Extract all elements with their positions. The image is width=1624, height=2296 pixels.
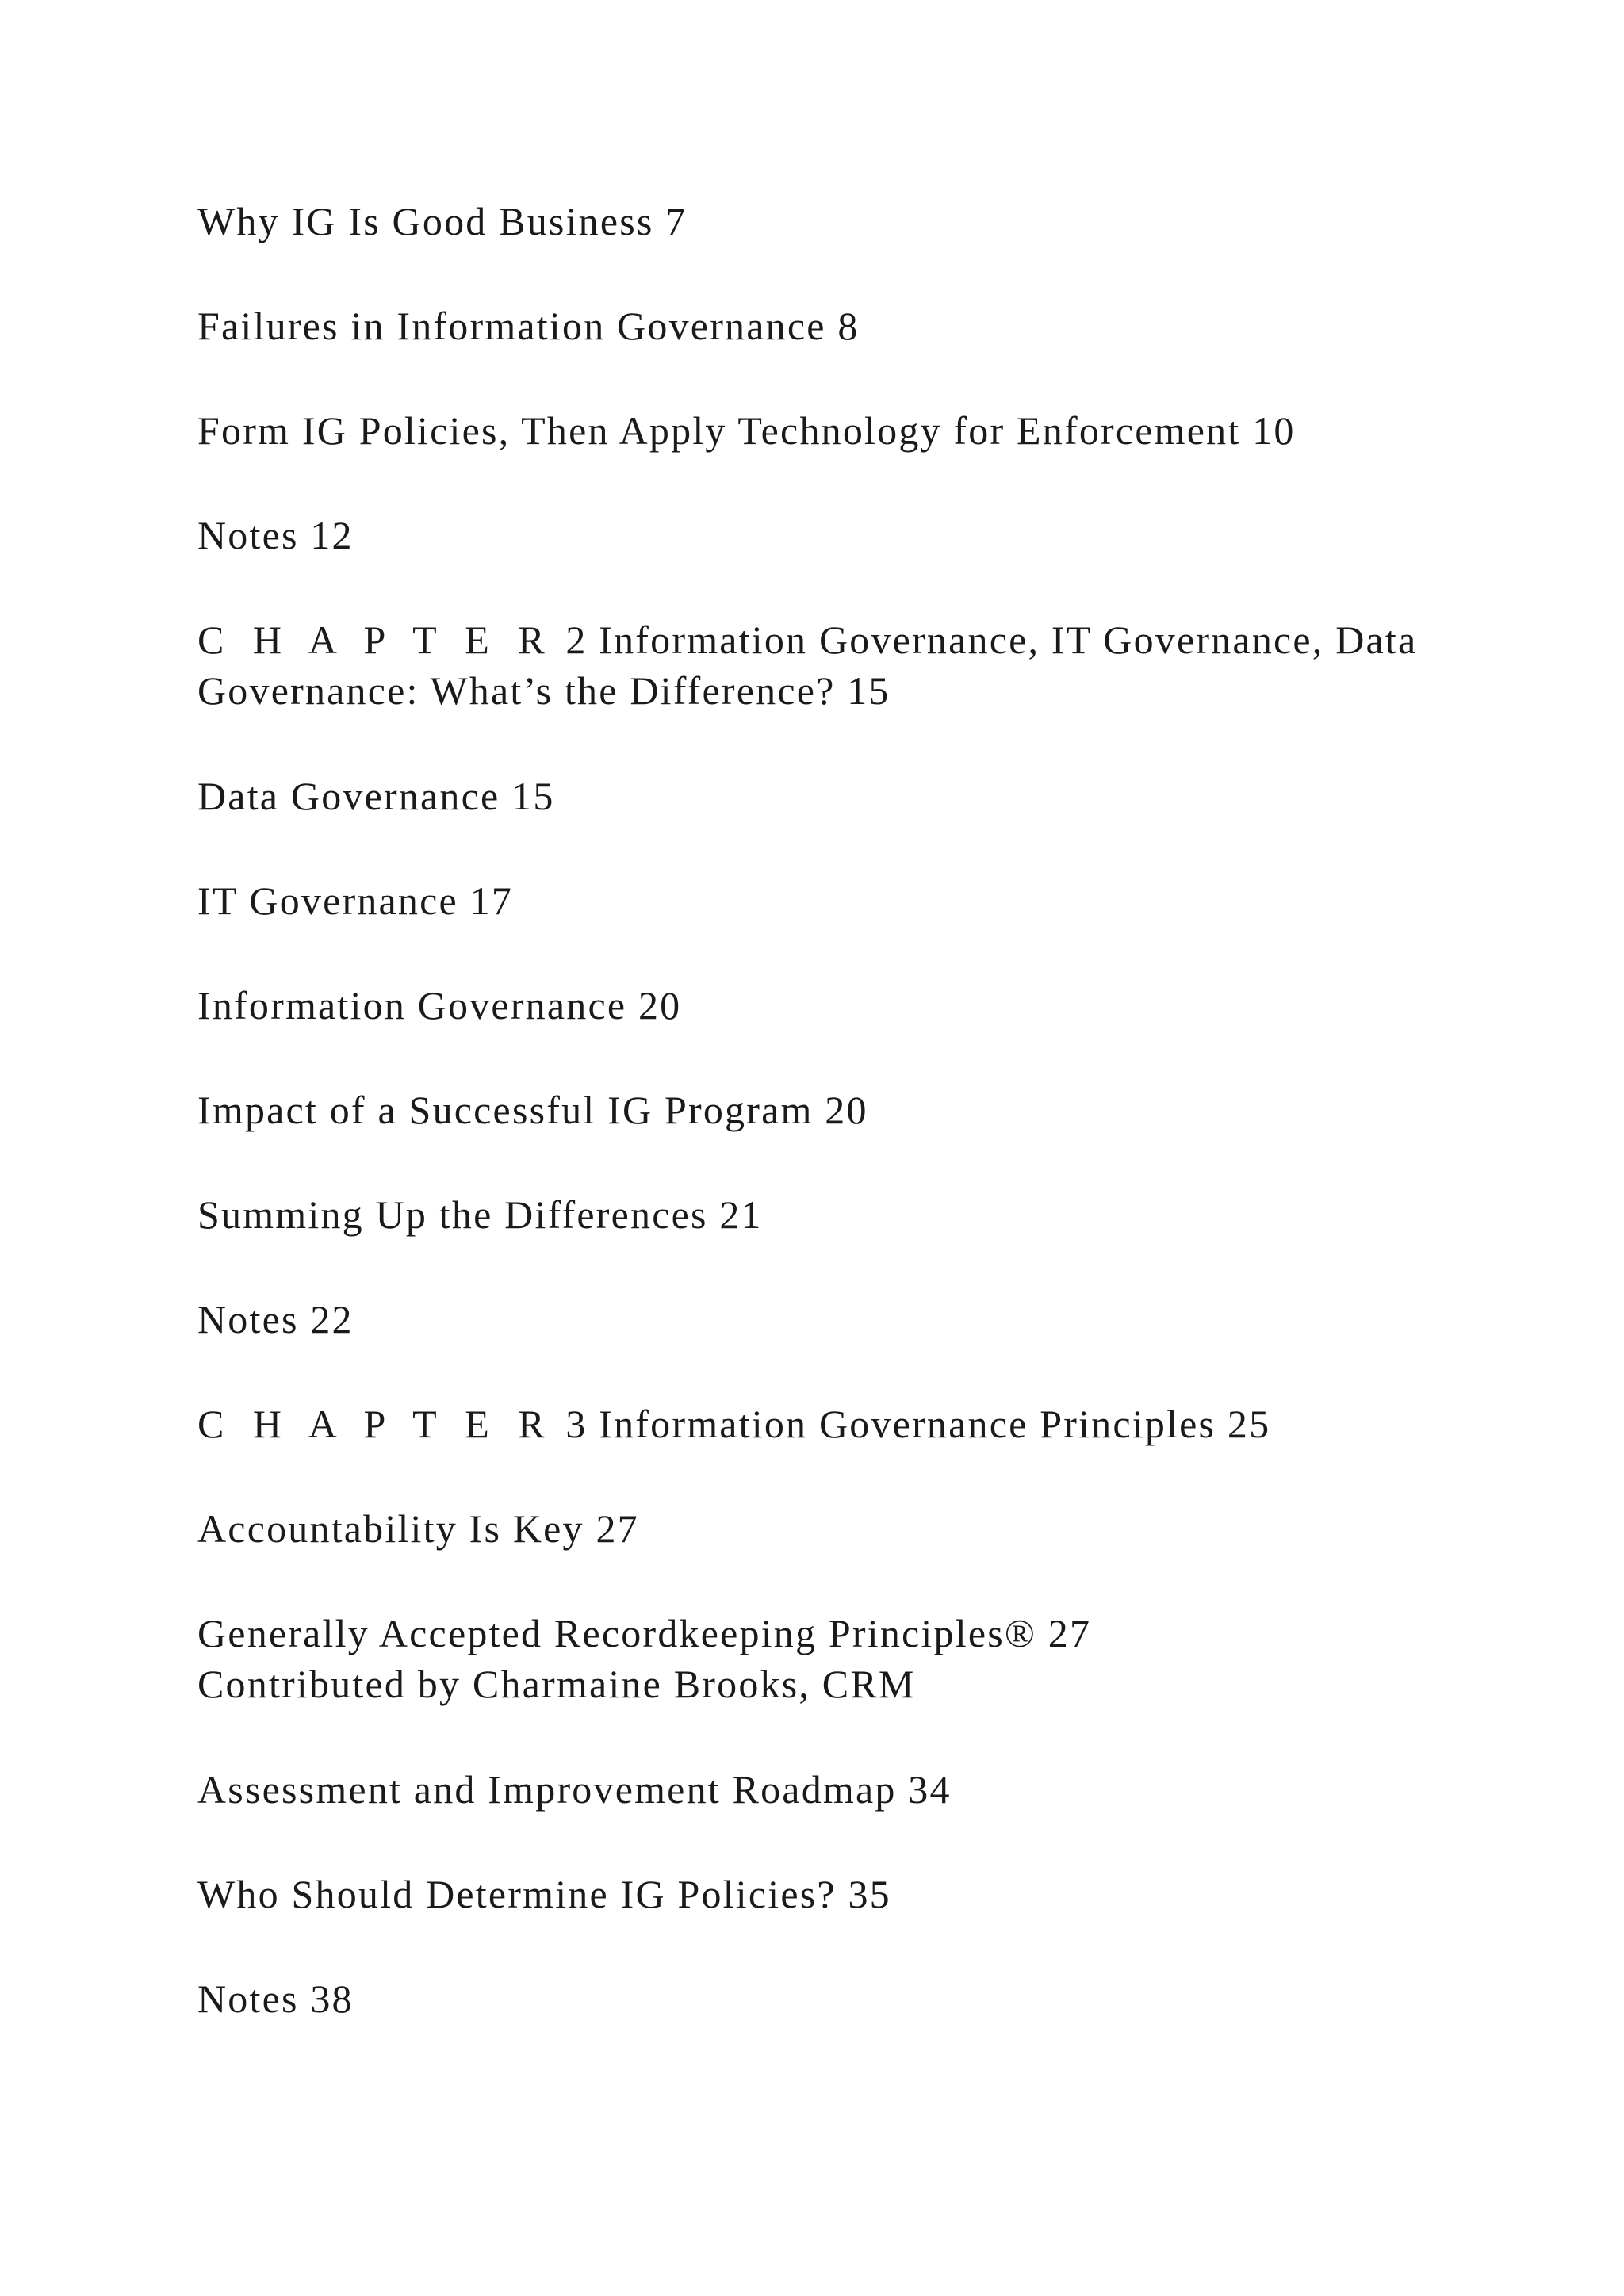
- toc-entry-text: Accountability Is Key 27: [197, 1506, 639, 1551]
- toc-chapter-2-heading: [197, 614, 1530, 716]
- toc-entry-assessment-roadmap: [197, 1764, 1530, 1815]
- toc-entry-text: Summing Up the Differences 21: [197, 1192, 763, 1237]
- toc-entry-text: Form IG Policies, Then Apply Technology for Enforcement 10: [197, 408, 1296, 453]
- toc-entry-text: Notes 22: [197, 1297, 354, 1341]
- chapter-word: C H A P T E R: [197, 618, 554, 662]
- toc-entry-text: Data Governance 15: [197, 774, 555, 818]
- chapter-word: C H A P T E R: [197, 1402, 554, 1446]
- toc-entry-contributor: Contributed by Charmaine Brooks, CRM: [197, 1662, 916, 1706]
- toc-entry-data-governance: [197, 771, 1530, 821]
- toc-entry-text: Assessment and Improvement Roadmap 34: [197, 1767, 952, 1812]
- toc-entry-text: Generally Accepted Recordkeeping Principles® 27: [197, 1611, 1092, 1655]
- toc-entry-line-1: [197, 614, 1530, 665]
- toc-entry-text: Information Governance 20: [197, 983, 682, 1027]
- toc-chapter-3-heading: [197, 1399, 1530, 1449]
- toc-entry-line-1: [197, 1399, 1530, 1449]
- toc-entry-text: Notes 12: [197, 513, 354, 557]
- toc-entry-form-ig-policies: [197, 405, 1530, 456]
- toc-entry-text: Failures in Information Governance 8: [197, 304, 860, 348]
- toc-entry-text: Governance: What’s the Difference? 15: [197, 668, 891, 713]
- toc-entry-recordkeeping-principles: [197, 1608, 1530, 1709]
- toc-entry-text: 2 Information Governance, IT Governance, Data: [565, 618, 1418, 662]
- toc-entry-notes-12: [197, 510, 1530, 561]
- toc-entry-notes-38: [197, 1973, 1530, 2024]
- toc-entry-text: IT Governance 17: [197, 878, 514, 923]
- toc-entry-it-governance: [197, 875, 1530, 926]
- toc-entry-impact-of-ig-program: [197, 1085, 1530, 1135]
- toc-entry-text: Impact of a Successful IG Program 20: [197, 1088, 868, 1132]
- toc-entry-notes-22: [197, 1294, 1530, 1345]
- toc-entry-text: Notes 38: [197, 1976, 354, 2021]
- toc-entry-text: Who Should Determine IG Policies? 35: [197, 1872, 891, 1916]
- toc-entry-summing-up: [197, 1189, 1530, 1240]
- toc-entry-accountability: [197, 1503, 1530, 1554]
- toc-entry-text: 3 Information Governance Principles 25: [565, 1402, 1271, 1446]
- toc-entry-information-governance: [197, 980, 1530, 1031]
- toc-entry-who-determines-policies: [197, 1869, 1530, 1919]
- toc-entry-failures-in-ig: [197, 300, 1530, 351]
- toc-entry-text: Why IG Is Good Business 7: [197, 199, 688, 243]
- toc-entry-why-ig-is-good-business: [197, 196, 1530, 247]
